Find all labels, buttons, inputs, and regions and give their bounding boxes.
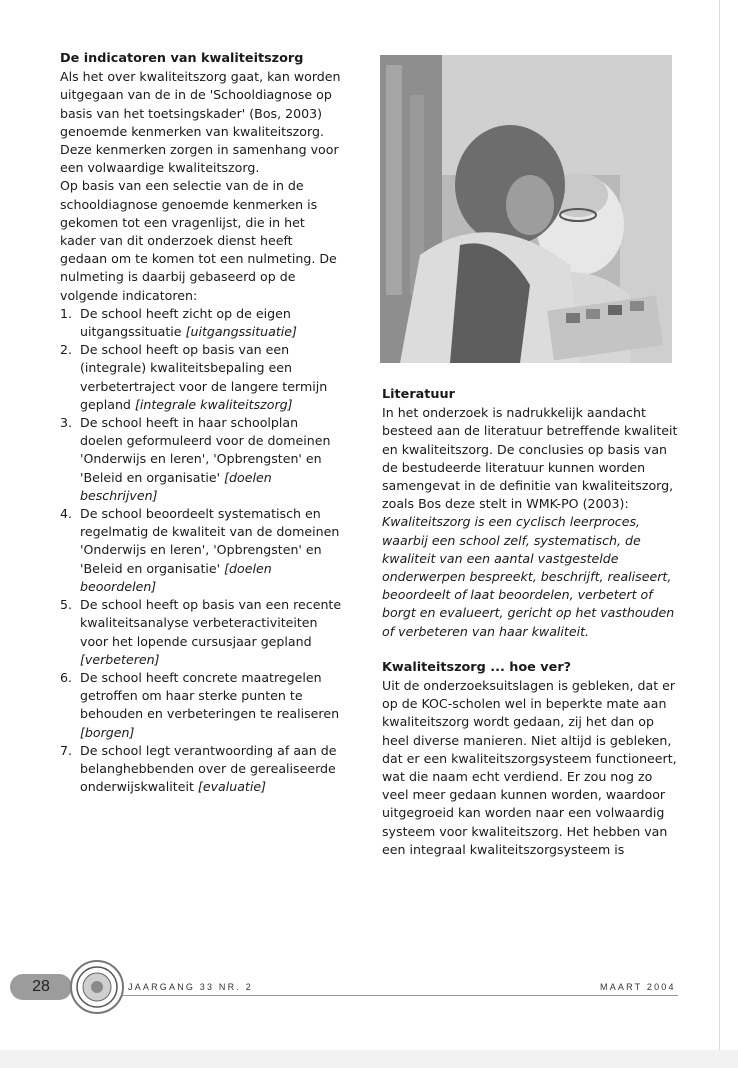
definition-quote: Kwaliteitszorg is een cyclisch leerproces, waarbij een school zelf, systematisch, de kwaliteit van een aantal vastgestelde onderwerpen bespreekt, beschrijft, realiseert, beoordeelt of laat beoordelen, verbetert of borgt en evalueert, gericht op het vasthouden of verbeteren van haar kwaliteit. <box>382 514 675 639</box>
seal-logo <box>70 960 124 1014</box>
classroom-photo <box>380 55 672 363</box>
section-heading: De indicatoren van kwaliteitszorg <box>60 51 304 66</box>
left-column <box>60 50 342 796</box>
footer-rule <box>118 995 678 996</box>
list-item: 1. De school heeft zicht op de eigen uitgangssituatie [uitgangssituatie] <box>60 305 297 340</box>
bottom-band <box>0 1050 738 1068</box>
literature-paragraph: In het onderzoek is nadrukkelijk aandacht besteed aan de literatuur betreffende kwaliteit en kwaliteitszorg. De conclusies op basis van de bestudeerde literatuur kunnen worden samengevat in de definitie van kwaliteitszorg, zoals Bos deze stelt in WMK-PO (2003): <box>382 405 678 512</box>
indicator-list <box>60 305 342 796</box>
photo-illustration <box>380 55 672 363</box>
intro-paragraph: Als het over kwaliteitszorg gaat, kan worden uitgegaan van de in de 'Schooldiagnose op basis van het toetsingskader' (Bos, 2003) genoemde kenmerken van kwaliteitszorg. Deze kenmerken zorgen in samenhang voor een volwaardige kwaliteitszorg. <box>60 69 341 176</box>
issue-date: MAART 2004 <box>600 982 676 992</box>
literature-heading: Literatuur <box>382 387 455 402</box>
list-item: 7. De school legt verantwoording af aan de belanghebbenden over de gerealiseerde onderwijskwaliteit [evaluatie] <box>60 742 337 795</box>
journal-issue: JAARGANG 33 NR. 2 <box>128 982 253 992</box>
list-item: 2. De school heeft op basis van een (integrale) kwaliteitsbepaling een verbetertraject voor de langere termijn gepland [integrale kwaliteitszorg] <box>60 342 328 412</box>
page-edge-line <box>719 0 720 1050</box>
list-item: 5. De school heeft op basis van een recente kwaliteitsanalyse verbeteractiviteiten voor het lopende cursusjaar gepland [verbeteren] <box>60 597 342 667</box>
list-item: 6. De school heeft concrete maatregelen getroffen om haar sterke punten te behouden en verbeteringen te realiseren [borgen] <box>60 669 340 740</box>
right-column <box>382 386 682 859</box>
list-item: 4. De school beoordeelt systematisch en regelmatig de kwaliteit van de domeinen 'Onderwijs en leren', 'Opbrengsten' en 'Beleid en organisatie' [doelen beoordelen] <box>60 506 340 594</box>
page-number: 28 <box>10 974 72 1000</box>
quality-paragraph: Uit de onderzoeksuitslagen is gebleken, dat er op de KOC-scholen wel in beperkte mate aan kwaliteitszorg wordt gedaan, zij het dan op heel diverse manieren. Niet altijd is gebleken, dat er een kwaliteitszorgsysteem functioneert, wat die naam echt verdiend. Er zou nog zo veel meer gedaan kunnen worden, waardoor uitgegroeid kan worden naar een volwaardig systeem voor kwaliteitszorg. Het hebben van een integraal kwaliteitszorgsysteem is <box>382 678 677 857</box>
method-paragraph: Op basis van een selectie van de in de schooldiagnose genoemde kenmerken is gekomen tot een vragenlijst, die in het kader van dit onderzoek dienst heeft gedaan om te komen tot een nulmeting. De nulmeting is daarbij gebaseerd op de volgende indicatoren: <box>60 178 337 303</box>
quality-heading: Kwaliteitszorg ... hoe ver? <box>382 659 572 675</box>
list-item: 3. De school heeft in haar schoolplan doelen geformuleerd voor de domeinen 'Onderwijs en leren', 'Opbrengsten' en 'Beleid en organisatie' [doelen beschrijven] <box>60 415 331 503</box>
